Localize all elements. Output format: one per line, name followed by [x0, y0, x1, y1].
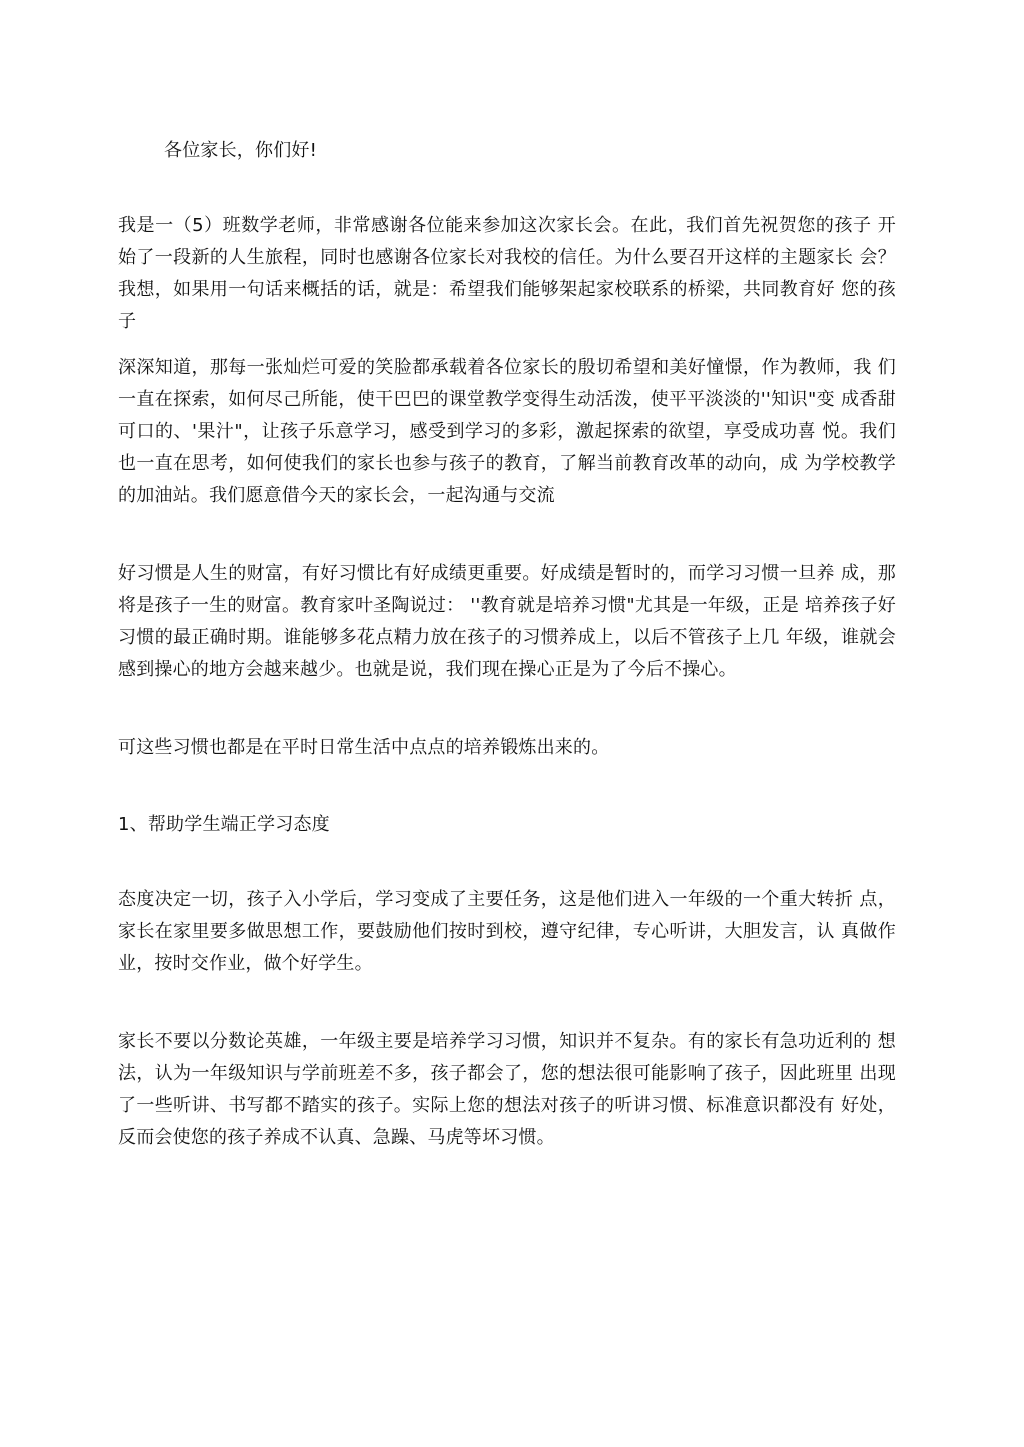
paragraph-good-habits: 好习惯是人生的财富，有好习惯比有好成绩更重要。好成绩是暂时的，而学习习惯一旦养 成，那将是孩子一生的财富。教育家叶圣陶说过： ''教育就是培养习惯"尤其是一年级，正是 培养孩子好习惯的最正确时期。谁能够多花点精力放在孩子的习惯养成上，以后不管孩子上几 年级，谁就会感到操心的地方会越来越少。也就是说，我们现在操心正是为了今后不操心。 — [118, 563, 896, 680]
paragraph-daily-habits: 可这些习惯也都是在平时日常生活中点点的培养锻炼出来的。 — [118, 737, 610, 758]
paragraph-attitude: 态度决定一切，孩子入小学后，学习变成了主要任务，这是他们进入一年级的一个重大转折 点，家长在家里要多做思想工作，要鼓励他们按时到校，遵守纪律，专心听讲，大胆发言，认 真做作业，按时交作业，做个好学生。 — [118, 889, 896, 974]
section-heading-attitude: 1、帮助学生端正学习态度 — [118, 814, 330, 835]
greeting-line: 各位家长，你们好! — [164, 140, 318, 161]
paragraph-introduction: 我是一（5）班数学老师，非常感谢各位能来参加这次家长会。在此，我们首先祝贺您的孩子 开始了一段新的人生旅程，同时也感谢各位家长对我校的信任。为什么要召开这样的主题家长 会？我想，如果用一句话来概括的话，就是：希望我们能够架起家校联系的桥梁，共同教育好 您的孩子 — [118, 215, 896, 332]
paragraph-teacher-effort: 深深知道，那每一张灿烂可爱的笑脸都承载着各位家长的殷切希望和美好憧憬，作为教师，我 们一直在探索，如何尽己所能，使干巴巴的课堂教学变得生动活泼，使平平淡淡的''知识"变 成香甜可口的、'果汁"，让孩子乐意学习，感受到学习的多彩，激起探索的欲望，享受成功喜 悦。我们也一直在思考，如何使我们的家长也参与孩子的教育，了解当前教育改革的动向，成 为学校教学的加油站。我们愿意借今天的家长会，一起沟通与交流 — [118, 357, 896, 506]
paragraph-scores: 家长不要以分数论英雄，一年级主要是培养学习习惯，知识并不复杂。有的家长有急功近利的 想法，认为一年级知识与学前班差不多，孩子都会了，您的想法很可能影响了孩子，因此班里 出现了一些听讲、书写都不踏实的孩子。实际上您的想法对孩子的听讲习惯、标准意识都没有 好处，反而会使您的孩子养成不认真、急躁、马虎等坏习惯。 — [118, 1031, 896, 1148]
